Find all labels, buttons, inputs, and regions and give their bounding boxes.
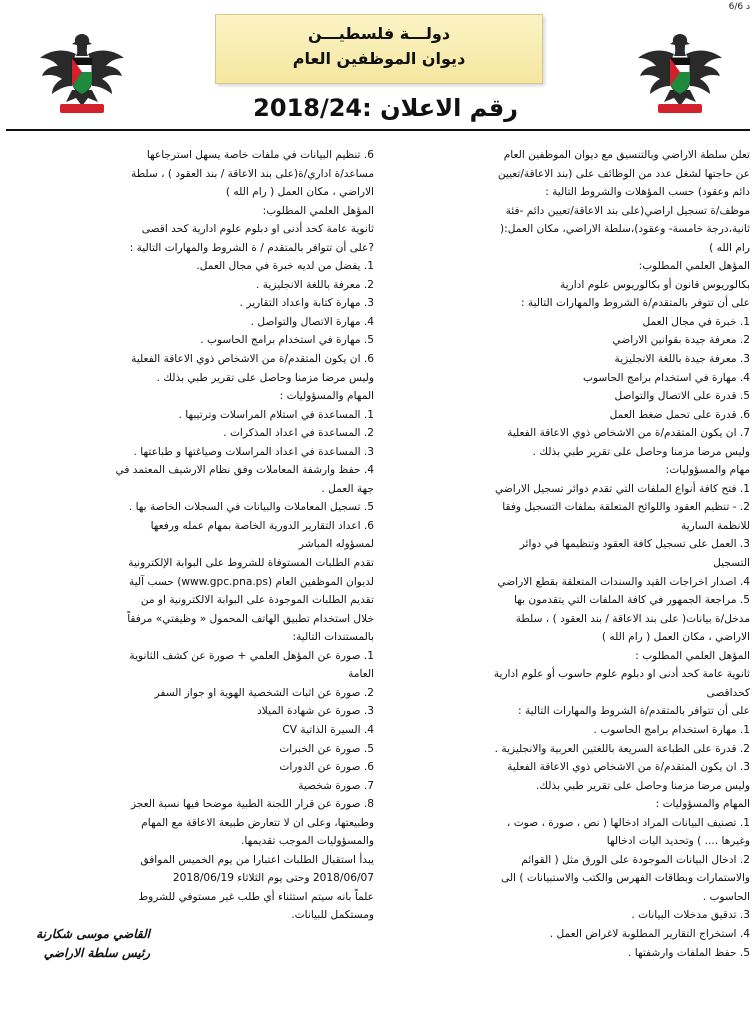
text-line: مساعد/ة اداري/ة(على بند الاعاقة / بند العقود ) ، سلطة bbox=[131, 167, 374, 180]
text-line: الاراضي ، مكان العمل ( رام الله ) bbox=[601, 631, 750, 644]
text-line: 4. مهارة في استخدام برامج الحاسوب bbox=[582, 371, 750, 384]
text-line: العامة bbox=[348, 668, 374, 681]
text-line: 2. قدرة على الطباعة السريعة باللغتين العربية والانجليزية . bbox=[494, 742, 750, 755]
text-line: للانظمة السارية bbox=[681, 519, 750, 532]
text-line: 5. حفظ الملفات وارشفتها . bbox=[628, 946, 750, 959]
text-line: 5. مراجعة الجمهور في كافة الملفات التي يتقدمون بها bbox=[514, 594, 750, 607]
text-line: 3. صورة عن شهادة الميلاد bbox=[257, 705, 374, 718]
text-line: 5. قدرة على الاتصال والتواصل bbox=[614, 390, 750, 403]
text-line: 1. مهارة استخدام برامج الحاسوب . bbox=[593, 723, 750, 736]
text-line: 7. صورة شخصية bbox=[298, 779, 374, 792]
text-line: 3. مهارة كتابة واعداد التقارير . bbox=[239, 297, 374, 310]
text-line: علماً بانه سيتم استثناء أي طلب غير مستوفي للشروط bbox=[138, 890, 374, 903]
text-line: ثانوية عامة كحد أدنى او دبلوم علوم ادارية كحد اقصى bbox=[141, 223, 374, 236]
text-line: 5. تسجيل المعاملات والبيانات في السجلات الخاصة بها . bbox=[128, 501, 374, 514]
text-line: دائم وعقود) حسب المؤهلات والشروط التالية : bbox=[545, 186, 750, 199]
text-line: تعلن سلطة الاراضي وبالتنسيق مع ديوان الموظفين العام bbox=[503, 149, 750, 161]
text-line: والاستمارات وبطاقات الفهرس والكتب والاستبيانات ) الى bbox=[500, 872, 750, 885]
text-line: 2. معرفة باللغة الانجليزية . bbox=[256, 278, 374, 291]
text-line: 6. ان يكون المتقدم/ة من الاشخاص ذوي الاعاقة الفعلية bbox=[131, 353, 374, 366]
text-line: 6. قدرة على تحمل ضغط العمل bbox=[609, 408, 750, 421]
right-column-text bbox=[382, 146, 750, 962]
text-line: وطبيعتها، وعلى ان لا تتعارض طبيعة الاعاقة مع المهام bbox=[141, 816, 374, 829]
text-line: المؤهل العلمي المطلوب: bbox=[262, 204, 374, 217]
text-line: 2. صورة عن اثبات الشخصية الهوية او جواز السفر bbox=[154, 686, 374, 699]
text-line: 3. المساعدة في اعداد المراسلات وصياغتها و طباعتها . bbox=[133, 445, 374, 458]
text-line: مدخل/ة بيانات( على بند الاعاقة / بند العقود ) ، سلطة bbox=[515, 612, 750, 625]
text-line: رام الله ) bbox=[709, 241, 750, 254]
signature-name: القاضي موسى شكارنة bbox=[36, 927, 150, 941]
header-department-name: ديوان الموظفين العام bbox=[292, 49, 466, 68]
text-line: التسجيل bbox=[713, 557, 750, 570]
text-line: وغيرها .... ) وتحديد اليات ادخالها bbox=[606, 835, 750, 848]
left-column-text bbox=[6, 146, 374, 925]
text-line: مهام والمسؤوليات: bbox=[665, 464, 750, 477]
text-line: وليس مرضا مزمنا وحاصل على تقرير طبي بذلك . bbox=[156, 371, 374, 384]
text-line: كحداقصى bbox=[706, 686, 750, 699]
text-line: ومستكمل للبيانات. bbox=[291, 909, 374, 922]
text-line: 1. صورة عن المؤهل العلمي + صورة عن كشف الثانوية bbox=[129, 649, 374, 662]
text-line: 1. تصنيف البيانات المراد ادخالها ( نص ، صورة ، صوت ، bbox=[506, 816, 750, 829]
text-line: وليس مرضا مزمنا وحاصل على تقرير طبي بذلك . bbox=[532, 445, 750, 458]
text-line: 2. - تنظيم العقود واللوائح المتعلقة بملفات التسجيل وفقا bbox=[502, 501, 750, 514]
text-line: 1. خبرة في مجال العمل bbox=[642, 315, 750, 328]
text-line: موظف/ة تسجيل اراضي(على بند الاعاقة/تعيين دائم -فئة bbox=[505, 204, 750, 217]
text-line: على أن تتوفر بالمتقدم/ة الشروط والمهارات التالية : bbox=[520, 297, 750, 310]
text-line: وليس مرضا مزمنا وحاصل على تقرير طبي بذلك. bbox=[536, 779, 750, 792]
text-line: لديوان الموظفين العام (www.gpc.pna.ps) حسب آلية bbox=[129, 575, 374, 588]
text-line: 5. صورة عن الخبرات bbox=[279, 742, 374, 755]
text-line: 7. ان يكون المتقدم/ة من الاشخاص ذوي الاعاقة الفعلية bbox=[507, 427, 750, 440]
text-line: 8. صورة عن قرار اللجنة الطبية موضحا فيها نسبة العجز bbox=[130, 798, 374, 811]
header-banner bbox=[215, 14, 543, 84]
text-line: يبدأ استقبال الطلبات اعتبارا من يوم الخميس الموافق bbox=[140, 853, 374, 866]
text-line: 4. السيرة الذاتية CV bbox=[282, 723, 374, 736]
text-line: على أن تتوافر بالمتقدم/ة الشروط والمهارات التالية : bbox=[518, 705, 750, 718]
text-line: 1. المساعدة في استلام المراسلات وترتيبها . bbox=[178, 408, 374, 421]
text-line: 6. صورة عن الدورات bbox=[279, 761, 374, 774]
text-line: تقديم الطلبات الموجودة على البوابة الالكترونية او من bbox=[140, 594, 374, 607]
text-line: المؤهل العلمي المطلوب : bbox=[635, 649, 750, 662]
page-number: 6/6 د bbox=[728, 2, 750, 12]
text-line: تقدم الطلبات المستوفاة للشروط على البوابة الإلكترونية bbox=[128, 557, 374, 570]
text-line: 3. معرفة جيدة باللغة الانجليزية bbox=[614, 353, 750, 366]
text-line: 3. تدقيق مدخلات البيانات . bbox=[631, 909, 750, 922]
text-line: والمسؤوليات الموجب تقديمها. bbox=[241, 835, 374, 848]
text-line: 6. اعداد التقارير الدورية الخاصة بمهام عمله ورفعها bbox=[150, 519, 374, 532]
text-line: 1. يفضل من لديه خبرة في مجال العمل. bbox=[196, 260, 374, 273]
text-line: 4. اصدار اخراجات القيد والسندات المتعلقة بقطع الاراضي bbox=[497, 575, 750, 588]
text-line: خلال استخدام تطبيق الهاتف المحمول « وظيفتي» مرفقاً bbox=[127, 612, 374, 625]
text-line: 3. ان يكون المتقدم/ة من الاشخاص ذوي الاعاقة الفعلية bbox=[507, 761, 750, 774]
text-line: 4. استخراج التقارير المطلوبة لاغراض العمل . bbox=[549, 927, 750, 940]
text-line: 2. ادخال البيانات الموجودة على الورق مثل ( القوائم bbox=[521, 853, 750, 866]
text-line: 1. فتح كافة أنواع الملفات التي تقدم دوائر تسجيل الاراضي bbox=[494, 482, 750, 495]
text-line: 2. المساعدة في اعداد المذكرات . bbox=[223, 427, 374, 440]
text-line: عن حاجتها لشغل عدد من الوظائف على (بند الاعاقة/تعيين bbox=[497, 167, 750, 180]
header-state-name: دولـــة فلسطيـــن bbox=[307, 24, 451, 43]
text-line: لمسؤوله المباشر bbox=[298, 538, 374, 551]
text-line: ثانية،درجة خامسة- وعقود)،سلطة الاراضي، مكان العمل:( bbox=[500, 223, 750, 236]
ad-number-title: رقم الاعلان :2018/24 bbox=[253, 94, 518, 122]
text-line: 3. العمل على تسجيل كافة العقود وتنظيمها في دوائر bbox=[519, 538, 750, 551]
title-divider bbox=[6, 129, 750, 131]
text-line: المهام والمسؤوليات : bbox=[279, 390, 374, 403]
text-line: 4. مهارة الاتصال والتواصل . bbox=[250, 315, 374, 328]
text-line: بالمستندات التالية: bbox=[292, 631, 374, 644]
palestine-eagle-emblem-left bbox=[36, 28, 128, 116]
text-line: ?على أن تتوافر بالمتقدم / ة الشروط والمهارات التالية : bbox=[129, 241, 374, 254]
text-line: 4. حفظ وارشفة المعاملات وفق نظام الارشيف المعتمد في bbox=[115, 464, 374, 477]
text-line: المهام والمسؤوليات : bbox=[655, 798, 750, 811]
text-line: بكالوريوس قانون أو بكالوريوس علوم ادارية bbox=[560, 278, 750, 291]
text-line: 6. تنظيم البيانات في ملفات خاصة يسهل استرجاعها bbox=[146, 149, 374, 161]
signature-title: رئيس سلطة الاراضي bbox=[43, 946, 150, 960]
text-line: جهة العمل . bbox=[321, 482, 374, 495]
text-line: الحاسوب . bbox=[702, 890, 750, 903]
text-line: المؤهل العلمي المطلوب: bbox=[638, 260, 750, 273]
text-line: 5. مهارة في استخدام برامج الحاسوب . bbox=[200, 334, 374, 347]
text-line: 2. معرفة جيدة بقوانين الاراضي bbox=[612, 334, 750, 347]
text-line: 2018/06/07 وحتى يوم الثلاثاء 2018/06/19 bbox=[172, 872, 374, 885]
palestine-eagle-emblem-right bbox=[634, 28, 726, 116]
text-line: ثانوية عامة كحد أدنى او دبلوم علوم حاسوب أو علوم ادارية bbox=[493, 668, 750, 681]
text-line: الاراضي ، مكان العمل ( رام الله ) bbox=[225, 186, 374, 199]
